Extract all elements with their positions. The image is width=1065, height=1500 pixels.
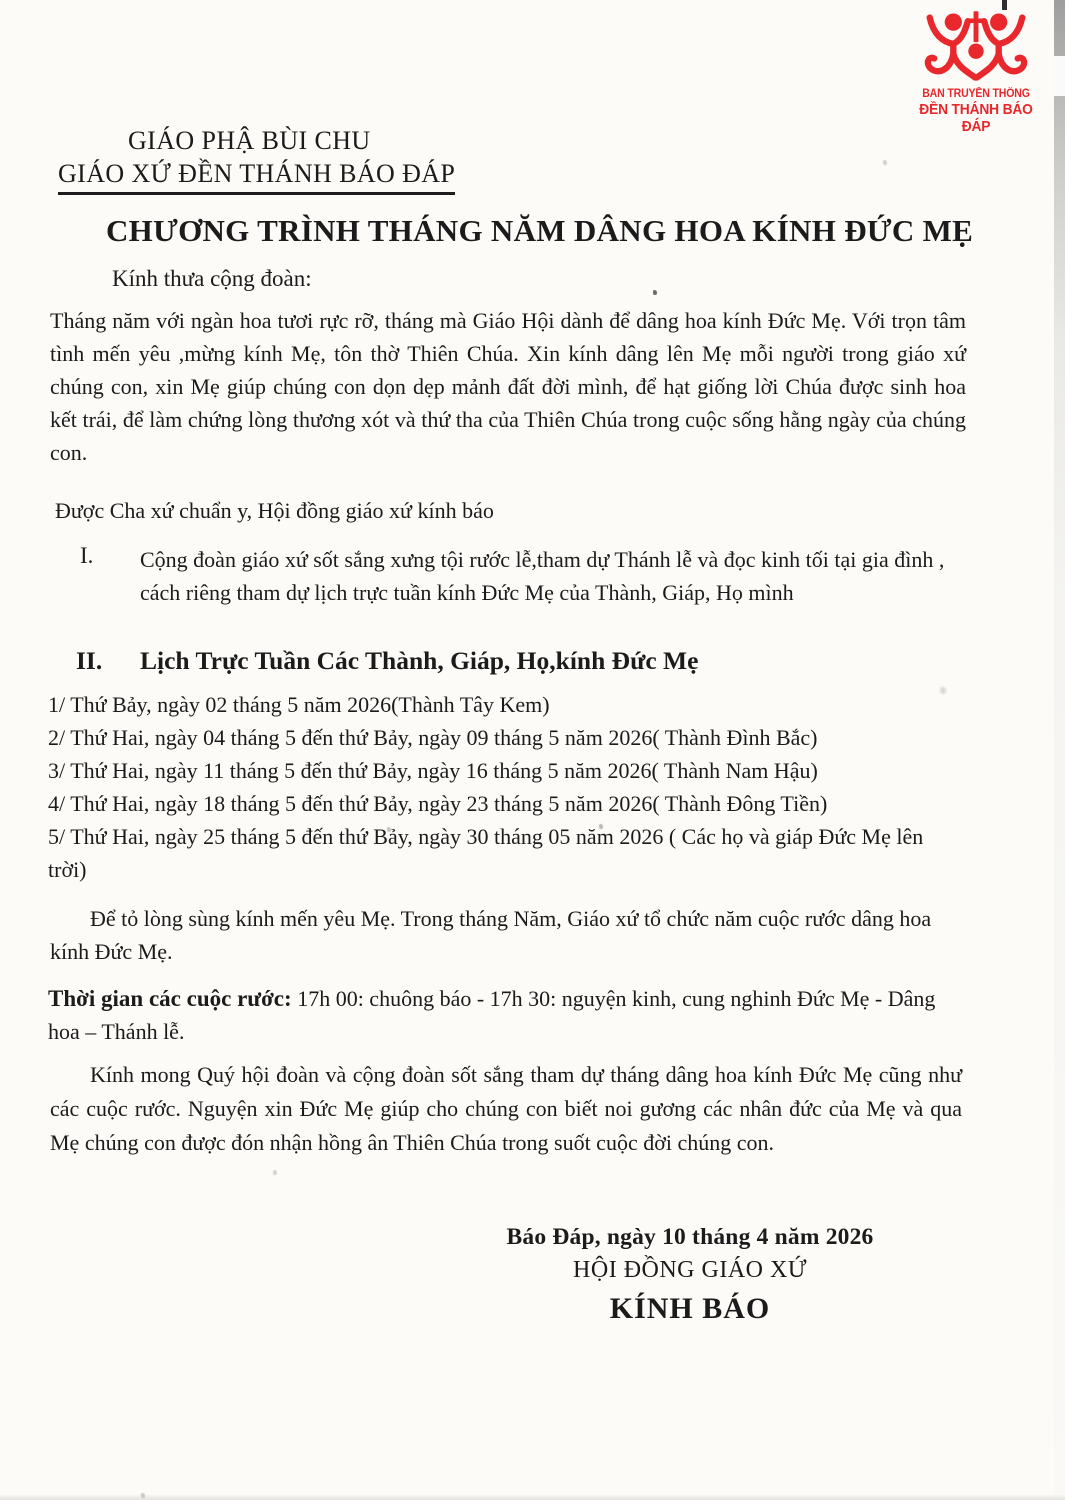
scan-edge-bottom [0, 1495, 1065, 1500]
signature-announce: KÍNH BÁO [609, 1292, 771, 1325]
salutation: Kính thưa cộng đoàn: [112, 266, 312, 291]
schedule-list [48, 688, 966, 886]
diocese-name: GIÁO PHẬ BÙI CHU [128, 126, 371, 155]
document-title: CHƯƠNG TRÌNH THÁNG NĂM DÂNG HOA KÍNH ĐỨC MẸ [106, 213, 974, 248]
section-ii-heading: Lịch Trực Tuần Các Thành, Giáp, Họ,kính Đức Mẹ [140, 646, 699, 675]
schedule-line-5: 5/ Thứ Hai, ngày 25 tháng 5 đến thứ Bảy, ngày 30 tháng 05 năm 2026 ( Các họ và giáp Đức Mẹ lên trời) [48, 824, 924, 882]
logo-org-line2: ĐỀN THÁNH BÁO ĐÁP [919, 101, 1033, 135]
section-ii-numeral: II. [76, 646, 103, 675]
logo-org-line1: BAN TRUYỀN THÔNG [922, 88, 1030, 100]
schedule-line-4: 4/ Thứ Hai, ngày 18 tháng 5 đến thứ Bảy, ngày 23 tháng 5 năm 2026( Thành Đông Tiền) [48, 791, 828, 816]
scan-edge-right [1054, 0, 1065, 1500]
intro-paragraph: Tháng năm với ngàn hoa tươi rực rỡ, tháng mà Giáo Hội dành để dâng hoa kính Đức Mẹ. Với trọn tâm tình mến yêu ,mừng kính Mẹ, tôn thờ Thiên Chúa. Xin kính dâng lên Mẹ mỗi người trong giáo xứ chúng con, xin Mẹ giúp chúng con dọn dẹp mảnh đất đời mình, để hạt giống lời Chúa được sinh hoa kết trái, để làm chứng lòng thương xót và thứ tha của Thiên Chúa trong cuộc sống hằng ngày của chúng con. [50, 308, 966, 465]
closing-paragraph: Kính mong Quý hội đoàn và cộng đoàn sốt sắng tham dự tháng dâng hoa kính Đức Mẹ cũng như các cuộc rước. Nguyện xin Đức Mẹ giúp cho chúng con biết noi gương các nhân đức của Mẹ và qua Mẹ chúng con được đón nhận hồng ân Thiên Chúa trong suốt cuộc đời chúng con. [50, 1062, 962, 1155]
procession-time [48, 982, 964, 1048]
scan-edge-notch [1054, 56, 1065, 96]
two-figures-cross-heart-icon [917, 8, 1035, 88]
signature-place-date: Báo Đáp, ngày 10 tháng 4 năm 2026 [506, 1224, 874, 1250]
section-i [80, 543, 964, 609]
letterhead [58, 126, 455, 195]
approval-line: Được Cha xứ chuẩn y, Hội đồng giáo xứ kính báo [55, 498, 494, 523]
schedule-line-2: 2/ Thứ Hai, ngày 04 tháng 5 đến thứ Bảy, ngày 09 tháng 5 năm 2026( Thành Đình Bắc) [48, 725, 818, 750]
signature-org: HỘI ĐỒNG GIÁO XỨ [573, 1257, 807, 1283]
procession-time-label: Thời gian các cuộc rước: [48, 986, 292, 1011]
section-i-numeral: I. [80, 543, 94, 568]
parish-name: GIÁO XỨ ĐỀN THÁNH BÁO ĐÁP [58, 159, 455, 195]
section-ii [76, 646, 698, 676]
signature-block [452, 1224, 928, 1326]
schedule-line-3: 3/ Thứ Hai, ngày 11 tháng 5 đến thứ Bảy, ngày 16 tháng 5 năm 2026( Thành Nam Hậu) [48, 758, 818, 783]
devotion-paragraph: Để tỏ lòng sùng kính mến yêu Mẹ. Trong tháng Năm, Giáo xứ tổ chức năm cuộc rước dâng hoa kính Đức Mẹ. [50, 906, 932, 964]
section-i-text: Cộng đoàn giáo xứ sốt sắng xưng tội rước lễ,tham dự Thánh lễ và đọc kinh tối tại gia đình , cách riêng tham dự lịch trực tuần kính Đức Mẹ của Thành, Giáp, Họ mình [140, 547, 945, 605]
scan-speckle [653, 290, 657, 295]
parish-logo [907, 8, 1045, 135]
schedule-line-1: 1/ Thứ Bảy, ngày 02 tháng 5 năm 2026(Thành Tây Kem) [48, 692, 550, 717]
procession-time-text: 17h 00: chuông báo - 17h 30: nguyện kinh, cung nghinh Đức Mẹ - Dâng hoa – Thánh lễ. [48, 986, 936, 1044]
